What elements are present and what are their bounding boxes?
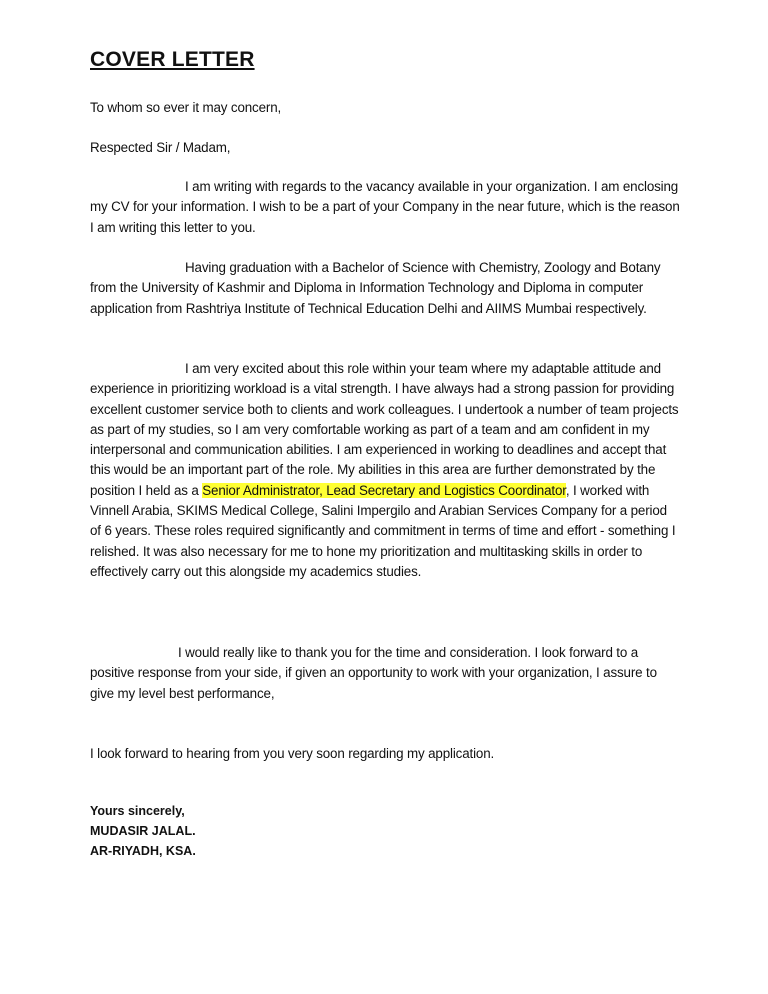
paragraph-experience [90, 359, 680, 582]
paragraph-thanks: I would really like to thank you for the time and consideration. I look forward to a positive response from your side, if given an opportunity to work with your organization, I assure to give my level best performance, [90, 645, 657, 701]
signature-location: AR-RIYADH, KSA. [90, 844, 196, 858]
experience-text-end: , I worked with Vinnell Arabia, SKIMS Medical College, Salini Impergilo and Arabian Services Company for a period of 6 years. These roles required significantly and commitment in terms of time and effort - something I relished. It was also necessary for me to hone my prioritization and multitasking skills in order to effectively carry out this alongside my academics studies. [90, 482, 676, 579]
signature-name: MUDASIR JALAL. [90, 824, 196, 838]
highlighted-positions: Senior Administrator, Lead Secretary and Logistics Coordinator [202, 482, 566, 498]
paragraph-closing-line: I look forward to hearing from you very soon regarding my application. [90, 746, 495, 761]
paragraph-education: Having graduation with a Bachelor of Science with Chemistry, Zoology and Botany from the University of Kashmir and Diploma in Information Technology and Diploma in computer application from Rashtriya Institute of Technical Education Delhi and AIIMS Mumbai respectively. [90, 260, 661, 316]
letter-title: COVER LETTER [90, 48, 255, 71]
paragraph-intro: I am writing with regards to the vacancy available in your organization. I am enclosing my CV for your information. I wish to be a part of your Company in the near future, which is the reason I am writing this letter to you. [90, 179, 680, 235]
closing-sincerely: Yours sincerely, [90, 804, 185, 818]
experience-text-start: I am very excited about this role within your team where my adaptable attitude and experience in prioritizing workload is a vital strength. I have always had a strong passion for providing excellent customer service both to clients and work colleagues. I undertook a number of team projects as part of my studies, so I am very comfortable working as part of a team and am confident in my interpersonal and communication abilities. I am experienced in working to deadlines and accept that this would be an important part of the role. My abilities in this area are further demonstrated by the position I held as a [90, 361, 679, 498]
salutation-sir-madam: Respected Sir / Madam, [90, 140, 231, 155]
salutation-concern: To whom so ever it may concern, [90, 100, 282, 115]
